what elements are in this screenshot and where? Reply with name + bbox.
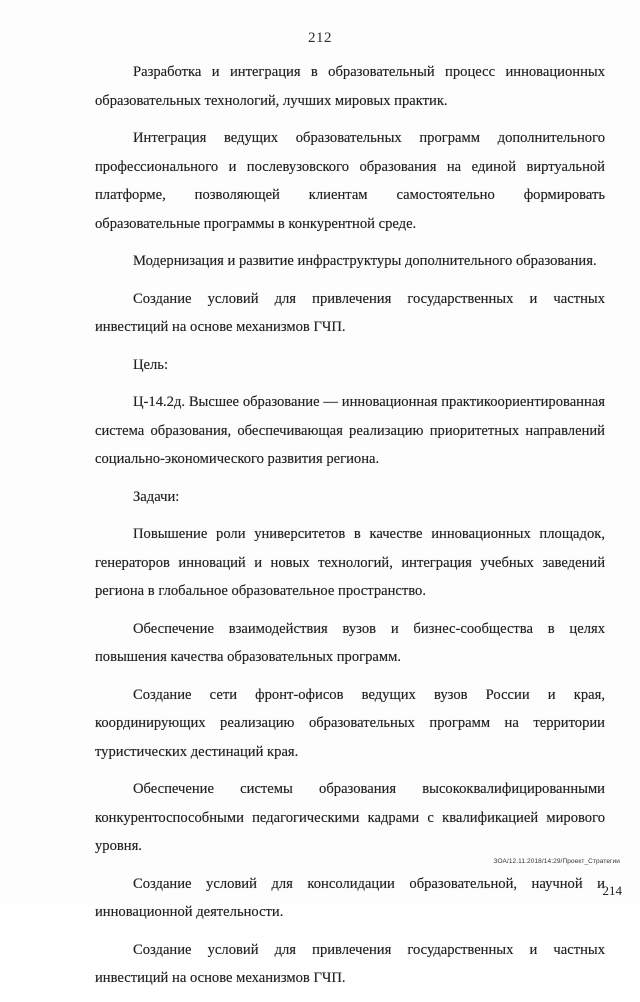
paragraph: Обеспечение системы образования высококвалифицированными конкурентоспособными педагогическими кадрами с квалификацией мирового уровня. [95,781,605,854]
tasks-heading: Задачи: [133,488,180,505]
corner-page-number: 214 [602,883,622,898]
paragraph: Повышение роли университетов в качестве инновационных площадок, генераторов инноваций и новых технологий, интеграция учебных заведений региона в глобальное образовательное пространство. [95,526,605,599]
goal-heading: Цель: [133,356,169,373]
footer-stamp: ЗОА/12.11.2018/14:29/Проект_Стратегии [493,858,620,865]
paragraph: Создание условий для консолидации образовательной, научной и инновационной деятельности. [95,875,605,920]
paragraph: Обеспечение взаимодействия вузов и бизнес-сообщества в целях повышения качества образовательных программ. [95,620,605,665]
paragraph: Модернизация и развитие инфраструктуры дополнительного образования. [133,253,597,269]
paragraph: Создание условий для привлечения государственных и частных инвестиций на основе механизмов ГЧП. [95,941,605,986]
page-number: 212 [308,30,332,46]
paragraph: Создание сети фронт-офисов ведущих вузов России и края, координирующих реализацию образовательных программ на территории туристических дестинаций края. [95,686,605,760]
goal-text: Ц-14.2д. Высшее образование — инновационная практикоориентированная система образования, обеспечивающая реализацию приоритетных направлений социально-экономического развития региона. [95,394,605,467]
paragraph: Разработка и интеграция в образовательный процесс инновационных образовательных технологий, лучших мировых практик. [95,64,605,109]
paragraph: Интеграция ведущих образовательных программ дополнительного профессионального и послевузовского образования на единой виртуальной платформе, позволяющей клиентам самостоятельно формировать образовательные программы в конкурентной среде. [95,130,605,232]
paragraph: Создание условий для привлечения государственных и частных инвестиций на основе механизмов ГЧП. [95,290,605,335]
